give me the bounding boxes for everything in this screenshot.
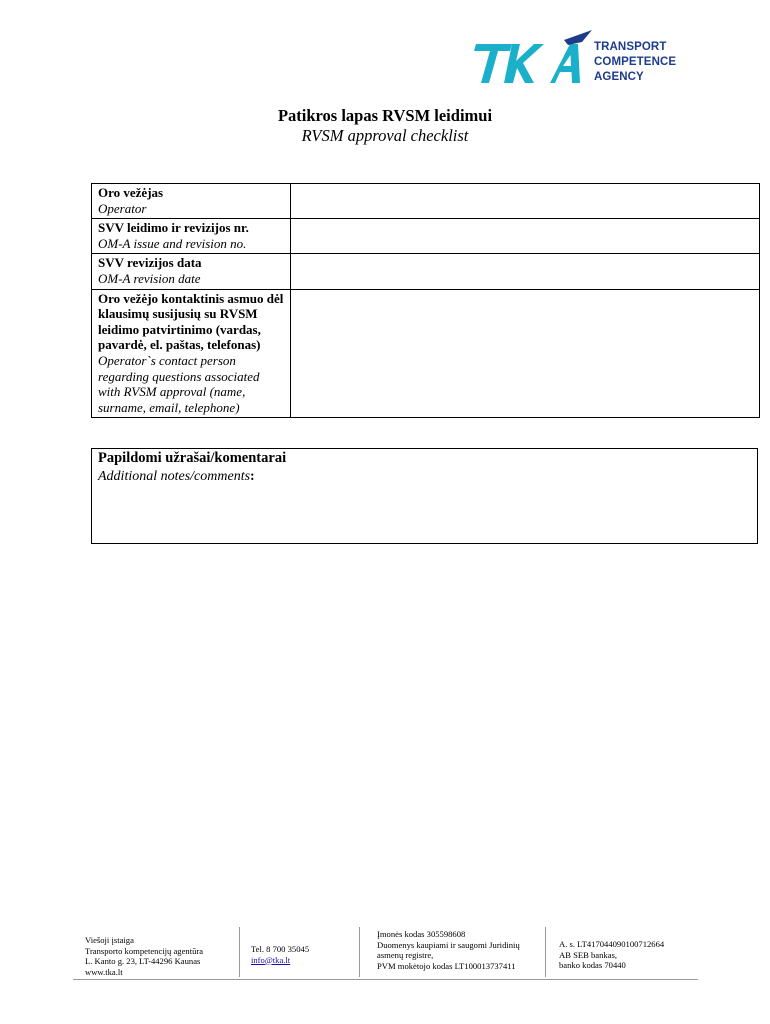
field-label	[92, 184, 291, 219]
footer-line: Viešoji įstaiga	[85, 935, 134, 945]
label-lt: Oro vežėjo kontaktinis asmuo dėl klausimų susijusių su RVSM leidimo patvirtinimo (vardas, pavardė, el. paštas, telefonas)	[98, 290, 284, 353]
footer-col-organization	[73, 927, 240, 977]
tka-logo-mark-icon	[474, 28, 592, 90]
document-title: Patikros lapas RVSM leidimui	[277, 106, 493, 125]
footer-col-registry	[359, 927, 546, 977]
footer-line: AB SEB bankas,	[559, 949, 618, 960]
contact-person-value-field[interactable]	[291, 289, 760, 418]
label-lt: Oro vežėjas	[98, 185, 164, 200]
logo-text	[594, 40, 684, 85]
field-label	[92, 219, 291, 254]
table-row	[92, 184, 760, 219]
table-row	[92, 219, 760, 254]
document-subtitle: RVSM approval checklist	[301, 126, 469, 145]
footer	[73, 927, 698, 980]
label-lt: SVV leidimo ir revizijos nr.	[98, 220, 249, 236]
footer-line: Duomenys kaupiami ir saugomi Juridinių	[377, 939, 520, 950]
notes-label-lt: Papildomi užrašai/komentarai	[98, 450, 287, 466]
footer-col-bank	[545, 927, 698, 977]
logo-line: TRANSPORT	[594, 41, 667, 53]
field-label	[92, 289, 291, 418]
footer-col-contacts	[239, 927, 360, 977]
footer-email-link[interactable]: info@tka.lt	[251, 954, 291, 965]
footer-line: Transporto kompetencijų agentūra	[85, 945, 204, 956]
footer-line: asmenų registre,	[377, 950, 434, 961]
notes-box[interactable]	[91, 448, 758, 544]
table-row	[92, 254, 760, 289]
logo-line: COMPETENCE	[594, 56, 677, 68]
field-label	[92, 254, 291, 289]
footer-line: PVM mokėtojo kodas LT100013737411	[377, 960, 516, 971]
label-en: Operator	[98, 200, 147, 216]
logo-line: AGENCY	[594, 71, 644, 83]
footer-phone: Tel. 8 700 35045	[251, 944, 310, 954]
tka-logo	[474, 28, 684, 90]
label-en: OM-A issue and revision no.	[98, 235, 247, 251]
label-lt: SVV revizijos data	[98, 255, 202, 271]
om-a-revision-date-value-field[interactable]	[291, 254, 760, 289]
label-en: Operator`s contact person regarding questions associated with RVSM approval (name, surname, email, telephone)	[98, 352, 260, 415]
footer-line: www.tka.lt	[85, 966, 123, 977]
footer-line: banko kodas 70440	[559, 960, 626, 971]
footer-line: L. Kanto g. 23, LT-44296 Kaunas	[85, 956, 201, 967]
footer-line: Įmonės kodas 305598608	[377, 929, 466, 939]
table-row	[92, 289, 760, 418]
om-a-issue-value-field[interactable]	[291, 219, 760, 254]
notes-label-en: Additional notes/comments	[98, 469, 251, 484]
footer-line: A. s. LT417044090100712664	[559, 939, 665, 949]
operator-value-field[interactable]	[291, 184, 760, 219]
label-en: OM-A revision date	[98, 270, 201, 286]
notes-colon: :	[250, 469, 255, 484]
checklist-table	[91, 183, 760, 418]
